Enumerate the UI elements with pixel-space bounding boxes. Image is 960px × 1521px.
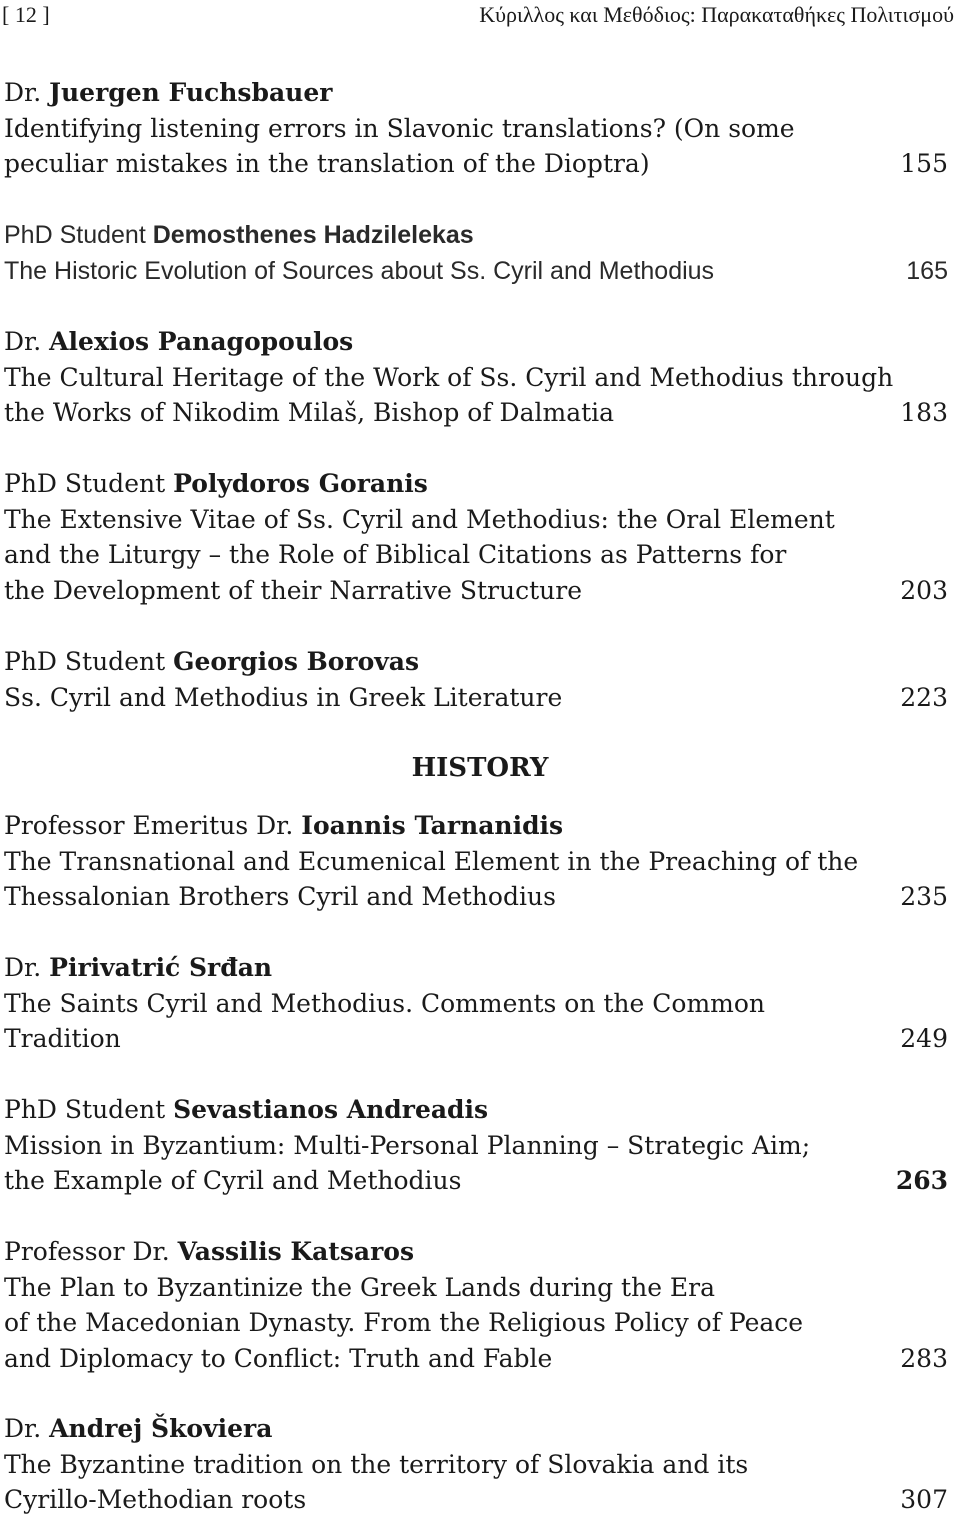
author-name: Demosthenes Hadzilelekas <box>152 221 474 249</box>
page-ref[interactable]: 263 <box>895 1166 948 1195</box>
entry-title-line <box>4 146 950 182</box>
page-ref[interactable]: 249 <box>900 1024 948 1053</box>
author-role: Dr. <box>4 1414 42 1443</box>
entry-title-line: The Byzantine tradition on the territory of Slovakia and its <box>4 1449 749 1479</box>
entry-author-line <box>4 644 950 680</box>
toc-entry <box>4 324 950 431</box>
page-ref[interactable]: 223 <box>900 682 948 712</box>
entry-title-text: Ss. Cyril and Methodius in Greek Literature <box>4 682 563 712</box>
entry-title-text: the Works of Nikodim Milaš, Bishop of Dalmatia <box>4 398 615 427</box>
entry-title-line <box>4 879 950 915</box>
page-ref[interactable]: 203 <box>900 575 948 605</box>
entry-author-line <box>4 1234 950 1270</box>
author-name: Alexios Panagopoulos <box>49 327 354 356</box>
entry-author-line <box>4 1411 950 1447</box>
entry-title-text: peculiar mistakes in the translation of the Dioptra) <box>4 149 650 178</box>
entry-title-line: The Transnational and Ecumenical Element in the Preaching of the <box>4 846 859 876</box>
entry-title-text: The Historic Evolution of Sources about Ss. Cyril and Methodius <box>4 256 715 285</box>
author-role: Professor Emeritus Dr. <box>4 811 294 840</box>
entry-title-line <box>4 1163 950 1199</box>
entry-author-line <box>4 808 950 844</box>
toc-entry <box>4 1234 950 1376</box>
entry-title-text: Thessalonian Brothers Cyril and Methodius <box>4 882 556 911</box>
entry-title-line: and the Liturgy – the Role of Biblical Citations as Patterns for <box>4 540 787 569</box>
author-role: PhD Student <box>4 647 166 676</box>
author-name: Juergen Fuchsbauer <box>49 78 333 107</box>
author-name: Polydoros Goranis <box>173 469 428 498</box>
toc-entry <box>4 950 950 1057</box>
entry-title-line <box>4 1482 950 1518</box>
entry-title-line: Mission in Byzantium: Multi-Personal Planning – Strategic Aim; <box>4 1130 811 1160</box>
author-role: PhD Student <box>4 221 146 249</box>
author-role: PhD Student <box>4 469 166 498</box>
author-name: Pirivatrić Srđan <box>49 953 273 982</box>
entry-title-line: The Plan to Byzantinize the Greek Lands during the Era <box>4 1272 716 1302</box>
entry-title-line <box>4 395 950 431</box>
entry-title-text: the Example of Cyril and Methodius <box>4 1166 462 1195</box>
entry-author-line <box>4 950 950 986</box>
toc-entry <box>4 1411 950 1518</box>
author-role: Dr. <box>4 953 42 982</box>
author-role: Dr. <box>4 327 42 356</box>
entry-title-line <box>4 1021 950 1057</box>
entry-title-text: the Development of their Narrative Structure <box>4 575 582 605</box>
toc-entry <box>4 75 950 182</box>
entry-title-text: and Diplomacy to Conflict: Truth and Fable <box>4 1343 553 1373</box>
entry-title-line: The Cultural Heritage of the Work of Ss. Cyril and Methodius through <box>4 362 894 392</box>
entry-author-line <box>4 324 950 360</box>
page-ref[interactable]: 283 <box>900 1343 948 1373</box>
page-ref[interactable]: 307 <box>900 1485 948 1514</box>
toc-entry <box>4 1092 950 1199</box>
toc-entry <box>4 808 950 915</box>
author-name: Sevastianos Andreadis <box>173 1095 489 1124</box>
toc-entry <box>4 218 950 289</box>
author-name: Andrej Škoviera <box>49 1414 273 1443</box>
entry-title-line: Identifying listening errors in Slavonic translations? (On some <box>4 113 795 143</box>
page-number: [ 12 ] <box>2 2 50 27</box>
entry-author-line <box>4 75 950 111</box>
entry-author-line <box>4 1092 950 1128</box>
author-role: Dr. <box>4 78 42 107</box>
page-ref[interactable]: 183 <box>900 398 948 427</box>
entry-author-line <box>4 218 950 254</box>
running-title: Κύριλλος και Μεθόδιος: Παρακαταθήκες Πολιτισμού <box>479 2 954 27</box>
entry-title-line <box>4 254 950 290</box>
entry-title-line <box>4 680 950 716</box>
page-header <box>0 0 960 40</box>
entry-title-line: The Extensive Vitae of Ss. Cyril and Methodius: the Oral Element <box>4 504 835 534</box>
page-ref[interactable]: 155 <box>900 149 948 178</box>
section-heading-history: HISTORY <box>411 753 549 783</box>
author-role: Professor Dr. <box>4 1237 170 1266</box>
entry-title-line <box>4 1341 950 1377</box>
page-ref[interactable]: 235 <box>900 882 948 911</box>
author-name: Georgios Borovas <box>173 647 420 676</box>
toc-entry <box>4 466 950 608</box>
entry-title-line: The Saints Cyril and Methodius. Comments on the Common <box>4 988 766 1018</box>
author-name: Ioannis Tarnanidis <box>301 811 564 840</box>
toc-entry <box>4 644 950 715</box>
author-role: PhD Student <box>4 1095 166 1124</box>
entry-author-line <box>4 466 950 502</box>
entry-title-text: Cyrillo-Methodian roots <box>4 1485 307 1514</box>
page-ref[interactable]: 165 <box>906 256 948 285</box>
entry-title-line <box>4 573 950 609</box>
author-name: Vassilis Katsaros <box>177 1237 415 1266</box>
entry-title-line: of the Macedonian Dynasty. From the Religious Policy of Peace <box>4 1308 804 1337</box>
entry-title-text: Tradition <box>4 1024 121 1053</box>
